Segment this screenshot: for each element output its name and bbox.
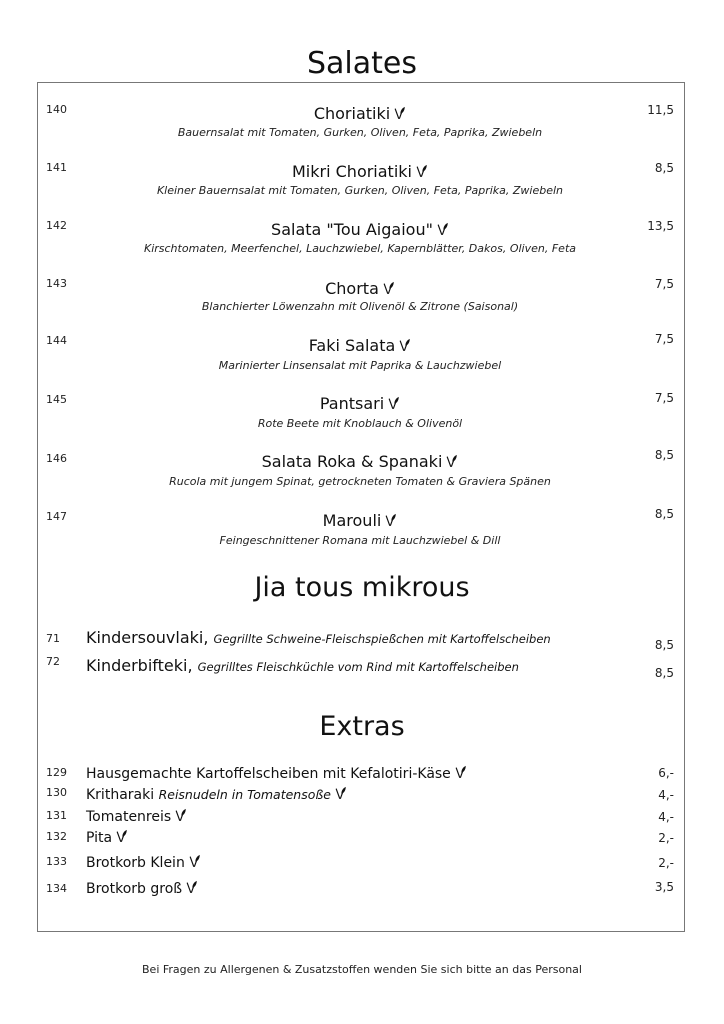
item-name: Pita (86, 830, 113, 846)
item-price: 2,- (658, 831, 674, 845)
item-price: 8,5 (654, 507, 674, 521)
leaf-icon (115, 829, 128, 843)
leaf-icon (382, 281, 395, 295)
item-number: 145 (46, 393, 67, 406)
leaf-icon (398, 338, 411, 352)
item-name: Marouli (322, 511, 382, 530)
item-price: 6,- (658, 766, 674, 780)
item-name: Salata "Tou Aigaiou" (271, 220, 433, 239)
item-number: 131 (46, 809, 67, 822)
item-price: 3,5 (654, 880, 674, 894)
leaf-icon (188, 854, 201, 868)
item-name: Kritharaki (86, 787, 155, 803)
item-price: 2,- (658, 856, 674, 870)
leaf-icon (436, 222, 449, 236)
item-separator: , (203, 628, 209, 647)
leaf-icon (384, 513, 397, 527)
leaf-icon (185, 880, 198, 894)
item-name: Tomatenreis (86, 809, 172, 825)
item-description: Gegrilltes Fleischküchle vom Rind mit Kartoffelscheiben (197, 660, 519, 674)
item-number: 129 (46, 766, 67, 779)
item-number: 134 (46, 882, 67, 895)
item-description: Rucola mit jungem Spinat, getrockneten Tomaten & Graviera Spänen (169, 475, 551, 488)
item-number: 147 (46, 510, 67, 523)
menu-frame (37, 82, 685, 932)
leaf-icon (174, 808, 187, 822)
item-name: Brotkorb Klein (86, 855, 185, 871)
item-number: 140 (46, 103, 67, 116)
leaf-icon (387, 396, 400, 410)
item-name: Kindersouvlaki (86, 628, 204, 647)
allergen-notice: Bei Fragen zu Allergenen & Zusatzstoffen wenden Sie sich bitte an das Personal (142, 963, 582, 976)
item-price: 7,5 (654, 332, 674, 346)
item-number: 146 (46, 452, 67, 465)
item-number: 71 (46, 632, 60, 645)
leaf-icon (454, 765, 467, 779)
item-price: 7,5 (654, 277, 674, 291)
kids-title: Jia tous mikrous (254, 572, 470, 603)
item-description: Reisnudeln in Tomatensoße (158, 787, 331, 802)
item-price: 8,5 (654, 161, 674, 175)
extras-title: Extras (319, 711, 405, 742)
item-description: Kleiner Bauernsalat mit Tomaten, Gurken, Oliven, Feta, Paprika, Zwiebeln (156, 184, 564, 197)
item-name: Faki Salata (308, 336, 396, 355)
item-number: 130 (46, 786, 67, 799)
item-number: 72 (46, 655, 60, 668)
item-number: 141 (46, 161, 67, 174)
leaf-icon (393, 106, 406, 120)
leaf-icon (445, 454, 458, 468)
item-price: 4,- (658, 810, 674, 824)
leaf-icon (415, 164, 428, 178)
item-description: Bauernsalat mit Tomaten, Gurken, Oliven, Feta, Paprika, Zwiebeln (177, 126, 543, 139)
item-name: Mikri Choriatiki (292, 162, 412, 181)
item-description: Marinierter Linsensalat mit Paprika & Lauchzwiebel (218, 359, 502, 372)
item-description: Feingeschnittener Romana mit Lauchzwiebel & Dill (219, 534, 501, 547)
item-price: 8,5 (654, 666, 674, 680)
salads-title: Salates (307, 46, 417, 81)
item-name: Brotkorb groß (86, 881, 183, 897)
item-price: 11,5 (647, 103, 674, 117)
item-price: 8,5 (654, 448, 674, 462)
item-description: Kirschtomaten, Meerfenchel, Lauchzwiebel, Kapernblätter, Dakos, Oliven, Feta (143, 242, 577, 255)
item-name: Pantsari (319, 394, 385, 413)
item-description: Blanchierter Löwenzahn mit Olivenöl & Zitrone (Saisonal) (201, 300, 519, 313)
item-name: Choriatiki (313, 104, 391, 123)
item-number: 132 (46, 830, 67, 843)
item-description: Rote Beete mit Knoblauch & Olivenöl (257, 417, 463, 430)
item-description: Gegrillte Schweine-Fleischspießchen mit Kartoffelscheiben (213, 632, 551, 646)
item-name: Hausgemachte Kartoffelscheiben mit Kefalotiri-Käse (86, 766, 451, 782)
item-price: 4,- (658, 788, 674, 802)
item-number: 142 (46, 219, 67, 232)
leaf-icon (334, 786, 347, 800)
item-price: 7,5 (654, 391, 674, 405)
item-name: Chorta (325, 279, 379, 298)
item-price: 13,5 (647, 219, 674, 233)
item-number: 143 (46, 277, 67, 290)
item-price: 8,5 (654, 638, 674, 652)
item-name: Kinderbifteki (86, 656, 188, 675)
item-number: 133 (46, 855, 67, 868)
item-separator: , (187, 656, 193, 675)
item-name: Salata Roka & Spanaki (261, 452, 443, 471)
item-number: 144 (46, 334, 67, 347)
